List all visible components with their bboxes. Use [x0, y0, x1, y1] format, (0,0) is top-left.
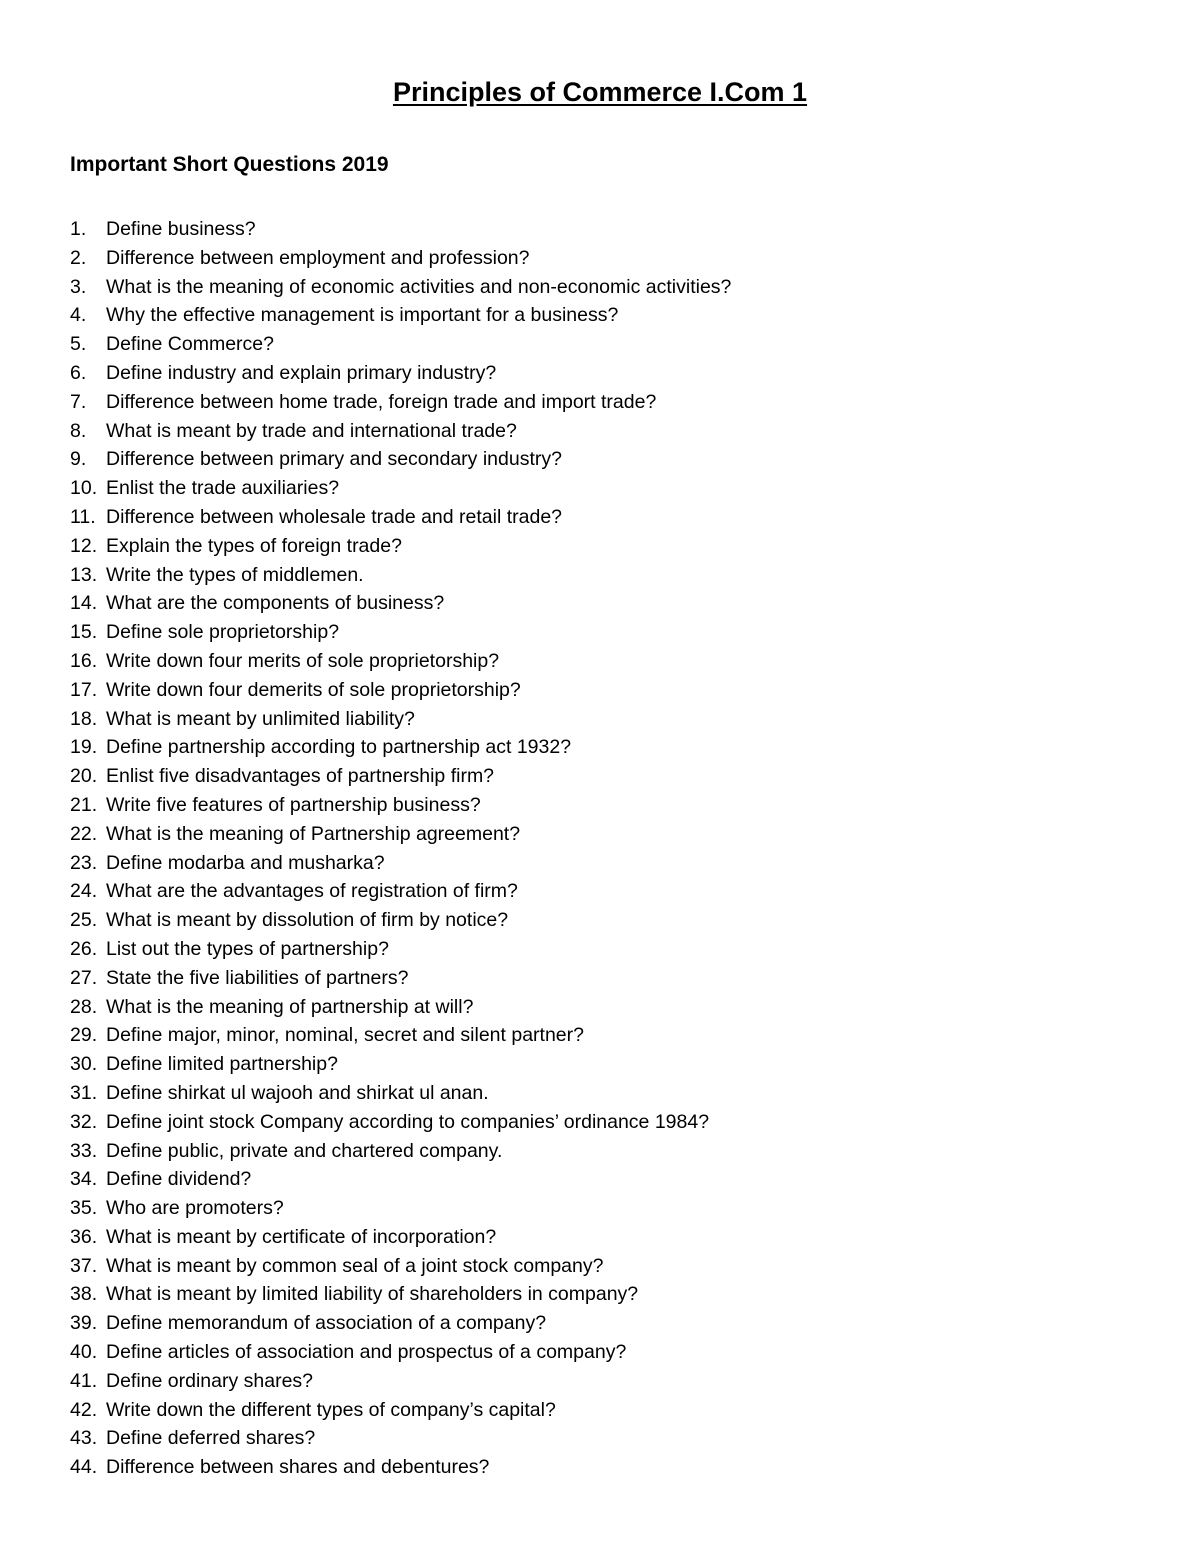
list-item: [70, 1453, 1150, 1482]
question-number: 9.: [70, 448, 87, 471]
page-title: [0, 72, 1200, 112]
list-item: [70, 676, 1150, 705]
question-text: What is the meaning of partnership at will?: [106, 995, 474, 1018]
question-number: 4.: [70, 304, 87, 327]
question-number: 36.: [70, 1225, 98, 1248]
list-item: [70, 1165, 1150, 1194]
question-text: Difference between primary and secondary industry?: [106, 448, 562, 471]
question-text: Enlist the trade auxiliaries?: [106, 477, 340, 500]
question-list: [70, 215, 1150, 1482]
question-number: 13.: [70, 563, 98, 586]
list-item: [70, 906, 1150, 935]
list-item: [70, 618, 1150, 647]
list-item: [70, 820, 1150, 849]
list-item: [70, 705, 1150, 734]
list-item: [70, 474, 1150, 503]
question-text: Define articles of association and prospectus of a company?: [106, 1341, 627, 1364]
question-number: 20.: [70, 765, 98, 788]
list-item: [70, 1396, 1150, 1425]
list-item: [70, 330, 1150, 359]
question-number: 30.: [70, 1053, 98, 1076]
list-item: [70, 1309, 1150, 1338]
list-item: [70, 388, 1150, 417]
question-number: 23.: [70, 851, 98, 874]
question-text: Write down the different types of company’s capital?: [106, 1398, 556, 1421]
list-item: [70, 1194, 1150, 1223]
question-text: Difference between shares and debentures?: [106, 1456, 490, 1479]
list-item: [70, 1050, 1150, 1079]
question-text: Define Commerce?: [106, 333, 274, 356]
list-item: [70, 849, 1150, 878]
list-item: [70, 1424, 1150, 1453]
question-text: Difference between home trade, foreign trade and import trade?: [106, 390, 657, 413]
question-number: 24.: [70, 880, 98, 903]
question-text: Define modarba and musharka?: [106, 851, 385, 874]
list-item: [70, 1108, 1150, 1137]
question-text: What is the meaning of Partnership agreement?: [106, 822, 521, 845]
question-text: Enlist five disadvantages of partnership firm?: [106, 765, 495, 788]
question-text: What is meant by limited liability of shareholders in company?: [106, 1283, 639, 1306]
question-text: Explain the types of foreign trade?: [106, 534, 402, 557]
question-number: 17.: [70, 678, 98, 701]
question-text: Define major, minor, nominal, secret and silent partner?: [106, 1024, 584, 1047]
question-text: What is meant by common seal of a joint stock company?: [106, 1254, 604, 1277]
question-number: 32.: [70, 1110, 98, 1133]
list-item: [70, 1021, 1150, 1050]
question-text: Define business?: [106, 218, 256, 240]
list-item: [70, 935, 1150, 964]
question-number: 10.: [70, 477, 98, 500]
question-text: Difference between wholesale trade and retail trade?: [106, 505, 563, 528]
question-text: Define memorandum of association of a company?: [106, 1312, 547, 1335]
list-item: [70, 589, 1150, 618]
list-item: [70, 1338, 1150, 1367]
list-item: [70, 1367, 1150, 1396]
question-number: 43.: [70, 1427, 98, 1450]
question-text: What are the components of business?: [106, 592, 445, 615]
list-item: [70, 1252, 1150, 1281]
list-item: [70, 445, 1150, 474]
question-text: Define deferred shares?: [106, 1427, 316, 1450]
section-heading: Important Short Questions 2019: [70, 153, 389, 176]
question-text: What is meant by unlimited liability?: [106, 707, 415, 730]
question-number: 44.: [70, 1456, 98, 1479]
list-item: [70, 1079, 1150, 1108]
list-item: [70, 561, 1150, 590]
question-number: 34.: [70, 1168, 98, 1191]
question-text: Write down four merits of sole proprietorship?: [106, 649, 500, 672]
question-number: 29.: [70, 1024, 98, 1047]
question-number: 25.: [70, 909, 98, 932]
question-number: 2.: [70, 246, 87, 269]
question-number: 6.: [70, 361, 87, 384]
question-text: What is meant by trade and international trade?: [106, 419, 517, 442]
question-text: Define ordinary shares?: [106, 1369, 314, 1392]
list-item: [70, 1280, 1150, 1309]
list-item: [70, 1137, 1150, 1166]
question-number: 33.: [70, 1139, 98, 1162]
question-number: 35.: [70, 1197, 98, 1220]
list-item: [70, 1223, 1150, 1252]
question-text: What is the meaning of economic activities and non-economic activities?: [106, 275, 732, 298]
question-text: Define partnership according to partnership act 1932?: [106, 736, 572, 759]
question-text: What are the advantages of registration of firm?: [106, 880, 518, 903]
list-item: [70, 273, 1150, 302]
list-item: [70, 993, 1150, 1022]
question-text: State the five liabilities of partners?: [106, 966, 409, 989]
question-number: 8.: [70, 419, 87, 442]
question-number: 42.: [70, 1398, 98, 1421]
list-item: [70, 359, 1150, 388]
question-text: Define joint stock Company according to companies’ ordinance 1984?: [106, 1110, 710, 1133]
list-item: [70, 244, 1150, 273]
question-text: List out the types of partnership?: [106, 937, 389, 960]
question-number: 5.: [70, 333, 87, 356]
list-item: [70, 301, 1150, 330]
question-text: Define industry and explain primary industry?: [106, 361, 497, 384]
question-number: 26.: [70, 937, 98, 960]
question-number: 28.: [70, 995, 98, 1018]
question-number: 22.: [70, 822, 98, 845]
question-text: Difference between employment and profession?: [106, 246, 530, 269]
question-number: 40.: [70, 1341, 98, 1364]
question-text: Write five features of partnership business?: [106, 793, 481, 816]
question-number: 1.: [70, 218, 87, 240]
page-title-text: Principles of Commerce I.Com 1: [392, 77, 808, 107]
question-text: Who are promoters?: [106, 1197, 284, 1220]
question-number: 11.: [70, 505, 96, 528]
question-number: 15.: [70, 621, 98, 644]
question-text: Define sole proprietorship?: [106, 621, 340, 644]
list-item: [70, 733, 1150, 762]
list-item: [70, 647, 1150, 676]
question-text: Define limited partnership?: [106, 1053, 338, 1076]
list-item: [70, 877, 1150, 906]
question-number: 21.: [70, 793, 98, 816]
question-number: 7.: [70, 390, 87, 413]
question-number: 3.: [70, 275, 87, 298]
question-number: 27.: [70, 966, 98, 989]
question-text: Write the types of middlemen.: [106, 563, 364, 586]
question-text: Define shirkat ul wajooh and shirkat ul anan.: [106, 1081, 489, 1104]
question-number: 14.: [70, 592, 98, 615]
list-item: [70, 417, 1150, 446]
question-number: 31.: [70, 1081, 98, 1104]
question-text: Why the effective management is important for a business?: [106, 304, 619, 327]
question-text: Define dividend?: [106, 1168, 252, 1191]
question-number: 37.: [70, 1254, 98, 1277]
question-text: What is meant by dissolution of firm by notice?: [106, 909, 509, 932]
list-item: [70, 503, 1150, 532]
list-item: [70, 532, 1150, 561]
question-number: 38.: [70, 1283, 98, 1306]
question-text: Define public, private and chartered company.: [106, 1139, 503, 1162]
question-number: 18.: [70, 707, 98, 730]
question-number: 39.: [70, 1312, 98, 1335]
question-number: 12.: [70, 534, 98, 557]
question-number: 41.: [70, 1369, 98, 1392]
list-item: [70, 791, 1150, 820]
question-text: What is meant by certificate of incorporation?: [106, 1225, 497, 1248]
list-item: [70, 215, 1150, 244]
question-number: 16.: [70, 649, 98, 672]
question-text: Write down four demerits of sole proprietorship?: [106, 678, 521, 701]
question-number: 19.: [70, 736, 98, 759]
list-item: [70, 762, 1150, 791]
list-item: [70, 964, 1150, 993]
